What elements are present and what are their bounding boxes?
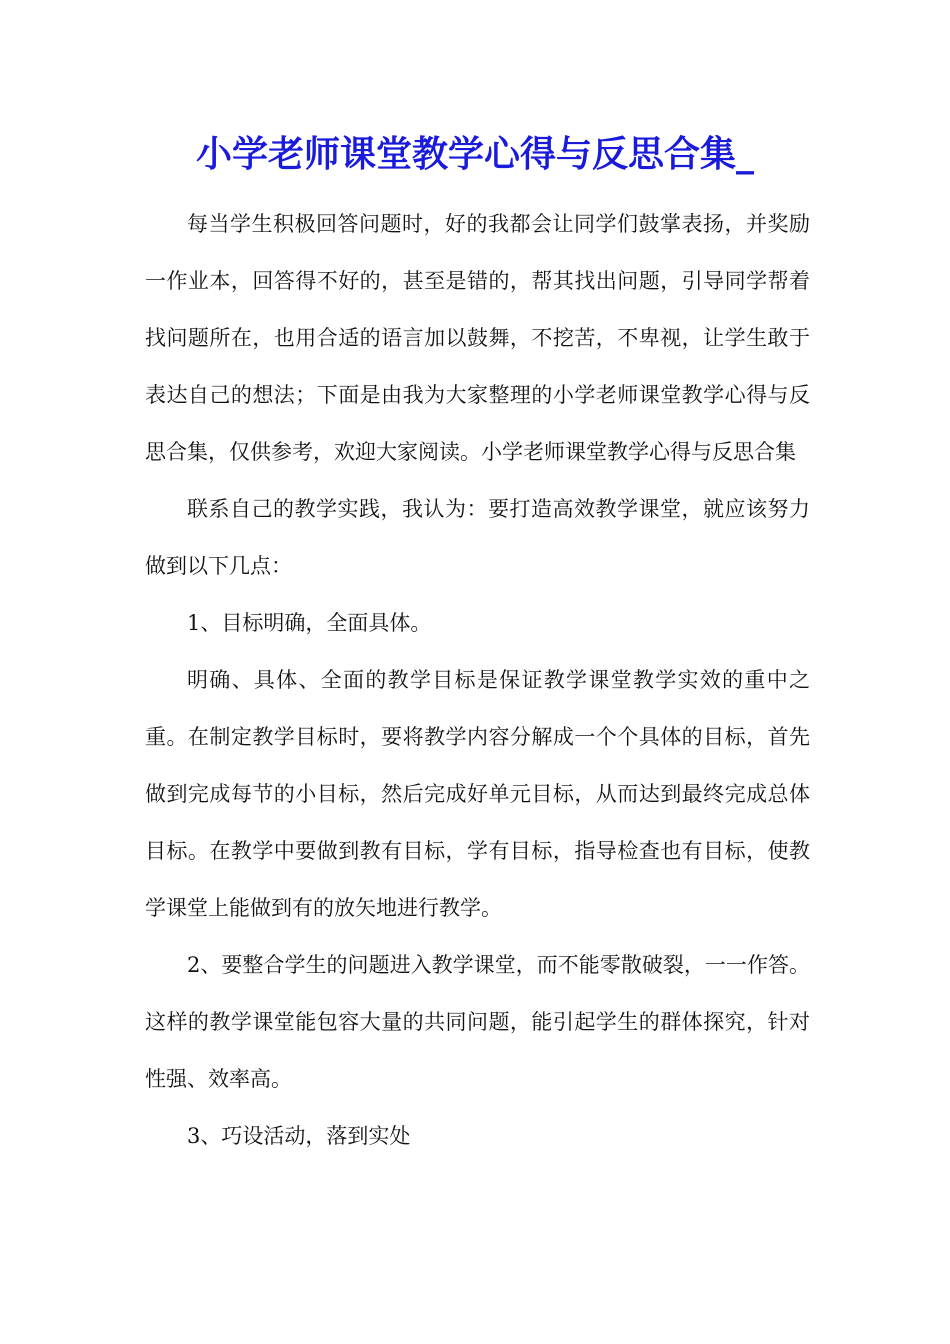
document-body	[145, 196, 810, 1165]
paragraph-point-3-heading: 3、巧设活动，落到实处	[187, 1124, 411, 1148]
paragraph-point-2: 2、要整合学生的问题进入教学课堂，而不能零散破裂，一一作答。这样的教学课堂能包容大量的共同问题，能引起学生的群体探究，针对性强、效率高。	[145, 953, 810, 1091]
paragraph-point-1-heading: 1、目标明确，全面具体。	[187, 611, 432, 635]
paragraph-intro: 每当学生积极回答问题时，好的我都会让同学们鼓掌表扬，并奖励一作业本，回答得不好的，甚至是错的，帮其找出问题，引导同学帮着找问题所在，也用合适的语言加以鼓舞，不挖苦，不卑视，让学生敢于表达自己的想法；下面是由我为大家整理的小学老师课堂教学心得与反思合集，仅供参考，欢迎大家阅读。小学老师课堂教学心得与反思合集	[145, 212, 810, 464]
paragraph-point-1-body: 明确、具体、全面的教学目标是保证教学课堂教学实效的重中之重。在制定教学目标时，要将教学内容分解成一个个具体的目标，首先做到完成每节的小目标，然后完成好单元目标，从而达到最终完成总体目标。在教学中要做到教有目标，学有目标，指导检查也有目标，使教学课堂上能做到有的放矢地进行教学。	[145, 668, 810, 920]
paragraph-practice: 联系自己的教学实践，我认为：要打造高效教学课堂，就应该努力做到以下几点：	[145, 497, 810, 578]
document-title: 小学老师课堂教学心得与反思合集_	[195, 133, 754, 175]
